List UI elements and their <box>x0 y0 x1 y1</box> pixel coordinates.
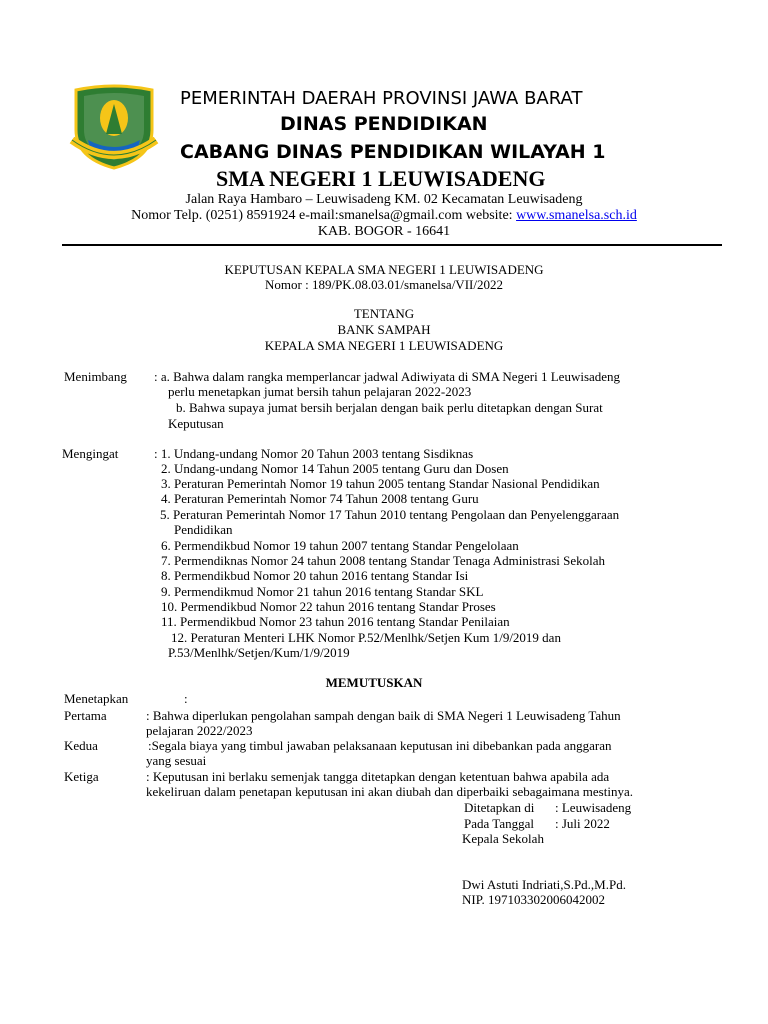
decree-issuer: KEPALA SMA NEGERI 1 LEUWISADENG <box>264 338 504 353</box>
contact-text: Nomor Telp. (0251) 8591924 e-mail:smanelsa@gmail.com website: <box>131 208 517 223</box>
decree-title: KEPUTUSAN KEPALA SMA NEGERI 1 LEUWISADENG <box>224 262 544 277</box>
branch-title: CABANG DINAS PENDIDIKAN WILAYAH 1 <box>180 141 606 163</box>
menimbang-a-line1: : a. Bahwa dalam rangka memperlancar jadwal Adiwiyata di SMA Negeri 1 Leuwisadeng <box>154 369 621 384</box>
kedua-line2: yang sesuai <box>146 753 207 768</box>
place-label: Ditetapkan di <box>464 800 535 815</box>
agency-title: DINAS PENDIDIKAN <box>280 113 488 135</box>
pertama-label: Pertama <box>64 708 107 723</box>
menetapkan-label: Menetapkan <box>64 691 129 706</box>
menimbang-label: Menimbang <box>64 369 127 384</box>
signatory-nip: NIP. 197103302006042002 <box>462 892 606 907</box>
mengingat-item: P.53/Menlhk/Setjen/Kum/1/9/2019 <box>168 645 350 660</box>
decree-number: Nomor : 189/PK.08.03.01/smanelsa/VII/2022 <box>265 277 503 292</box>
mengingat-item: 8. Permendikbud Nomor 20 tahun 2016 tentang Standar Isi <box>161 568 469 583</box>
kedua-line1: :Segala biaya yang timbul jawaban pelaksanaan keputusan ini dibebankan pada anggaran <box>148 738 612 753</box>
ketiga-line2: kekeliruan dalam penetapan keputusan ini akan diubah dan diperbaiki sebagaimana mestinya. <box>146 784 633 799</box>
pertama-line1: : Bahwa diperlukan pengolahan sampah dengan baik di SMA Negeri 1 Leuwisadeng Tahun <box>146 708 621 723</box>
mengingat-item: 10. Permendikbud Nomor 22 tahun 2016 tentang Standar Proses <box>161 599 496 614</box>
place-value: : Leuwisadeng <box>555 800 632 815</box>
mengingat-item: 2. Undang-undang Nomor 14 Tahun 2005 tentang Guru dan Dosen <box>161 461 509 476</box>
decree-about: TENTANG <box>353 306 415 321</box>
pertama-line2: pelajaran 2022/2023 <box>146 723 253 738</box>
decree-subject: BANK SAMPAH <box>337 322 431 337</box>
ketiga-line1: : Keputusan ini berlaku semenjak tangga ditetapkan dengan ketentuan bahwa apabila ada <box>146 769 610 784</box>
mengingat-item: 3. Peraturan Pemerintah Nomor 19 tahun 2005 tentang Standar Nasional Pendidikan <box>161 476 600 491</box>
mengingat-item: 5. Peraturan Pemerintah Nomor 17 Tahun 2010 tentang Pengolaan dan Penyelenggaraan <box>160 507 620 522</box>
ketiga-label: Ketiga <box>64 769 99 784</box>
school-address: Jalan Raya Hambaro – Leuwisadeng KM. 02 Kecamatan Leuwisadeng <box>185 192 583 207</box>
header-divider <box>62 244 722 246</box>
mengingat-item: 9. Permendikmud Nomor 21 tahun 2016 tentang Standar SKL <box>161 584 484 599</box>
menimbang-b-line1: b. Bahwa supaya jumat bersih berjalan dengan baik perlu ditetapkan dengan Surat <box>176 400 603 415</box>
mengingat-item: 12. Peraturan Menteri LHK Nomor P.52/Menlhk/Setjen Kum 1/9/2019 dan <box>171 630 561 645</box>
school-contact <box>0 208 768 224</box>
signatory-role: Kepala Sekolah <box>462 831 544 846</box>
mengingat-item: Pendidikan <box>174 522 233 537</box>
website-link[interactable]: www.smanelsa.sch.id <box>516 208 637 223</box>
mengingat-item: : 1. Undang-undang Nomor 20 Tahun 2003 tentang Sisdiknas <box>154 446 474 461</box>
government-title: PEMERINTAH DAERAH PROVINSI JAWA BARAT <box>180 88 583 109</box>
memutuskan-heading: MEMUTUSKAN <box>325 675 423 690</box>
menetapkan-colon: : <box>184 691 188 706</box>
west-java-emblem-icon <box>68 84 160 170</box>
school-city: KAB. BOGOR - 16641 <box>317 224 451 239</box>
school-name: SMA NEGERI 1 LEUWISADENG <box>216 166 546 191</box>
mengingat-item: 4. Peraturan Pemerintah Nomor 74 Tahun 2008 tentang Guru <box>161 491 479 506</box>
date-label: Pada Tanggal <box>464 816 534 831</box>
date-value: : Juli 2022 <box>555 816 610 831</box>
mengingat-label: Mengingat <box>62 446 119 461</box>
mengingat-item: 6. Permendikbud Nomor 19 tahun 2007 tentang Standar Pengelolaan <box>161 538 519 553</box>
mengingat-item: 7. Permendiknas Nomor 24 tahun 2008 tentang Standar Tenaga Administrasi Sekolah <box>161 553 606 568</box>
menimbang-a-line2: perlu menetapkan jumat bersih tahun pelajaran 2022-2023 <box>168 384 472 399</box>
signatory-name: Dwi Astuti Indriati,S.Pd.,M.Pd. <box>462 877 626 892</box>
kedua-label: Kedua <box>64 738 98 753</box>
menimbang-b-line2: Keputusan <box>168 416 224 431</box>
mengingat-item: 11. Permendikbud Nomor 23 tahun 2016 tentang Standar Penilaian <box>161 614 510 629</box>
